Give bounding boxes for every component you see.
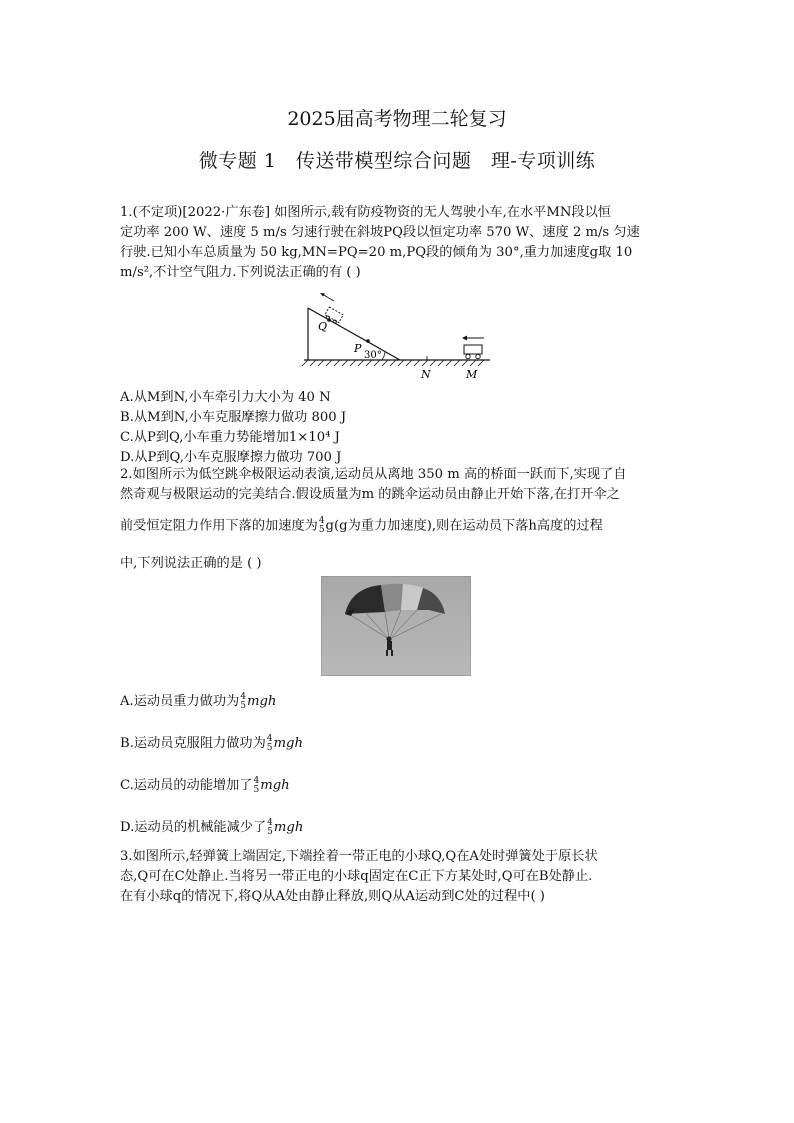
q3-line-1: 3.如图所示,轻弹簧上端固定,下端拴着一带正电的小球Q,Q在A处时弹簧处于原长状 xyxy=(120,849,598,864)
fraction-four-fifths: 4 5 xyxy=(240,691,246,711)
q1-option-d: D.从P到Q,小车克服摩擦力做功 700 J xyxy=(120,450,342,465)
q2-option-b: B.运动员克服阻力做功为 4 5 mgh xyxy=(120,733,303,753)
parachute-photo xyxy=(321,576,471,676)
q2-line-1: 2.如图所示为低空跳伞极限运动表演,运动员从离地 350 m 高的桥面一跃而下,实现了自 xyxy=(120,467,627,482)
incline-cart-figure xyxy=(290,290,500,382)
document-subtitle: 微专题 1 传送带模型综合问题 理-专项训练 xyxy=(198,150,596,172)
label-p: P xyxy=(354,342,362,355)
q2-line-3 xyxy=(120,517,603,536)
label-q: Q xyxy=(318,320,328,333)
q1-line-2: 定功率 200 W、速度 5 m/s 匀速行驶在斜坡PQ段以恒定功率 570 W、速度 2 m/s 匀速 xyxy=(120,225,640,240)
q2-option-a: A.运动员重力做功为 4 5 mgh xyxy=(120,691,277,711)
label-angle: 30° xyxy=(364,350,382,361)
ground-hatch xyxy=(302,360,484,366)
fraction-four-fifths: 4 5 xyxy=(267,817,273,837)
q1-line-4: m/s²,不计空气阻力.下列说法正确的有 ( ) xyxy=(120,265,361,280)
q3-line-3: 在有小球q的情况下,将Q从A处由静止释放,则Q从A运动到C处的过程中( ) xyxy=(120,889,545,904)
q1-option-a: A.从M到N,小车牵引力大小为 40 N xyxy=(120,390,331,405)
q1-line-1: 1.(不定项)[2022·广东卷] 如图所示,载有防疫物资的无人驾驶小车,在水平MN段以恒 xyxy=(120,205,611,220)
flat-arrowhead xyxy=(462,336,467,341)
cart-at-m xyxy=(464,345,482,359)
q2-option-d: D.运动员的机械能减少了 4 5 mgh xyxy=(120,817,304,837)
q1-option-b: B.从M到N,小车克服摩擦力做功 800 J xyxy=(120,410,347,425)
q2-line-3-text-a: 前受恒定阻力作用下落的加速度为 xyxy=(120,518,318,534)
fraction-four-fifths: 4 5 xyxy=(266,733,273,753)
point-p-dot xyxy=(366,339,370,343)
label-n: N xyxy=(421,368,431,381)
q3-line-2: 态,Q可在C处静止.当将另一带正电的小球q固定在C正下方某处时,Q可在B处静止. xyxy=(120,869,593,884)
slope-arrowhead xyxy=(320,293,325,297)
label-m: M xyxy=(466,368,478,381)
q2-line-2: 然奇观与极限运动的完美结合.假设质量为m 的跳伞运动员由静止开始下落,在打开伞之 xyxy=(120,487,620,502)
angle-arc xyxy=(382,352,385,360)
frac-num: 4 xyxy=(318,516,325,526)
q2-option-c: C.运动员的动能增加了 4 5 mgh xyxy=(120,775,290,795)
q1-option-c: C.从P到Q,小车重力势能增加1×10⁴ J xyxy=(120,430,340,445)
fraction-four-fifths: 4 5 xyxy=(253,775,260,795)
fraction-four-fifths xyxy=(319,517,325,535)
point-q-dot xyxy=(327,318,331,322)
document-title: 2025届高考物理二轮复习 xyxy=(287,108,507,130)
q2-line-3-text-b: g(g为重力加速度),则在运动员下落h高度的过程 xyxy=(325,518,603,534)
q1-line-3: 行驶.已知小车总质量为 50 kg,MN=PQ=20 m,PQ段的倾角为 30°,重力加速度g取 10 xyxy=(120,245,633,260)
q2-line-4: 中,下列说法正确的是 ( ) xyxy=(120,556,262,571)
frac-den: 5 xyxy=(318,525,325,535)
